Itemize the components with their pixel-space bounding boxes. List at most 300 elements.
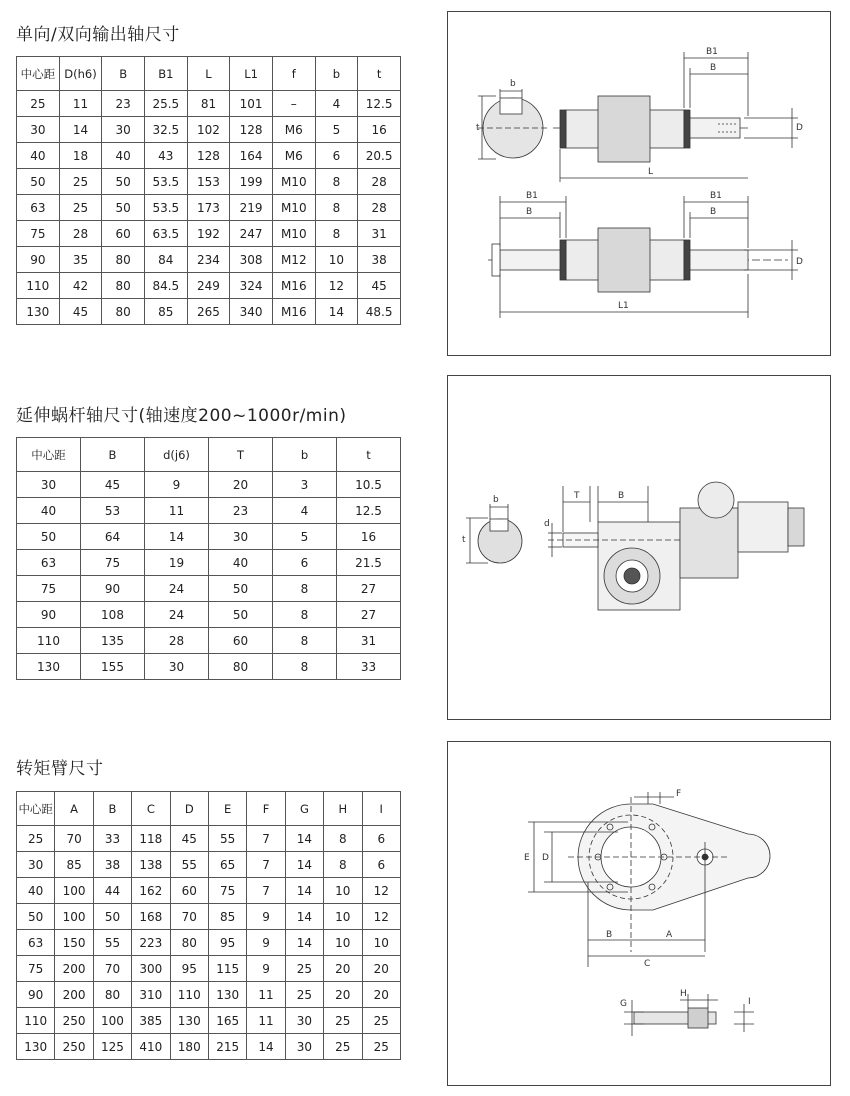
table-cell: 40 (17, 498, 81, 524)
table-cell: 138 (132, 852, 170, 878)
table-cell: 130 (208, 982, 246, 1008)
dim-label-b1: B1 (526, 191, 538, 201)
table-cell: 7 (247, 878, 285, 904)
table-row (17, 1008, 401, 1034)
table-cell: 90 (81, 576, 145, 602)
table-cell: 9 (247, 930, 285, 956)
torque-arm-table (16, 791, 401, 1060)
table-cell: 6 (315, 143, 358, 169)
table-cell: 30 (17, 852, 55, 878)
table-cell: 35 (59, 247, 102, 273)
table-cell: 28 (145, 628, 209, 654)
table-cell: 130 (17, 654, 81, 680)
table-cell: 10 (324, 878, 362, 904)
dim-label-b: B (710, 63, 717, 73)
column-header: H (324, 792, 362, 826)
table-cell: 43 (144, 143, 187, 169)
dim-label-b: B (710, 207, 717, 217)
table-cell: 3 (273, 472, 337, 498)
table-cell: 23 (209, 498, 273, 524)
table-cell: 95 (208, 930, 246, 956)
table-cell: 31 (337, 628, 401, 654)
table-cell: 25 (17, 826, 55, 852)
table-row (17, 852, 401, 878)
table-cell: 25 (362, 1008, 400, 1034)
table-cell: 50 (93, 904, 131, 930)
table-cell: 324 (230, 273, 273, 299)
table-cell: 25 (59, 195, 102, 221)
column-header: b (273, 438, 337, 472)
table-cell: 80 (93, 982, 131, 1008)
table-cell: 20 (209, 472, 273, 498)
table-cell: 7 (247, 826, 285, 852)
table-cell: 118 (132, 826, 170, 852)
table-cell: 28 (358, 169, 401, 195)
table-cell: 247 (230, 221, 273, 247)
table-cell: 45 (81, 472, 145, 498)
table-cell: 16 (358, 117, 401, 143)
table-cell: 223 (132, 930, 170, 956)
table-cell: 4 (315, 91, 358, 117)
table-cell: 12 (362, 904, 400, 930)
dim-label-d: D (542, 853, 549, 863)
table-cell: 155 (81, 654, 145, 680)
table-cell: 84 (144, 247, 187, 273)
table-cell: 70 (170, 904, 208, 930)
table-cell: 25 (17, 91, 60, 117)
table-cell: 250 (55, 1034, 93, 1060)
dim-label-g: G (620, 999, 627, 1009)
table-cell: 10 (324, 930, 362, 956)
table-cell: 80 (102, 273, 145, 299)
dim-label-c: C (644, 959, 651, 969)
table-cell: 25 (362, 1034, 400, 1060)
column-header: f (272, 57, 315, 91)
column-header: b (315, 57, 358, 91)
table-row (17, 91, 401, 117)
table-cell: 85 (144, 299, 187, 325)
table-cell: 16 (337, 524, 401, 550)
table-header-row (17, 57, 401, 91)
table-row (17, 195, 401, 221)
dim-label-b: B (526, 207, 533, 217)
table-cell: 25.5 (144, 91, 187, 117)
column-header: L1 (230, 57, 273, 91)
table-cell: 20.5 (358, 143, 401, 169)
table-cell: 5 (273, 524, 337, 550)
table-cell: 33 (337, 654, 401, 680)
table-cell: 84.5 (144, 273, 187, 299)
table-cell: 45 (170, 826, 208, 852)
table-cell: 18 (59, 143, 102, 169)
table-cell: M10 (272, 169, 315, 195)
table-cell: 135 (81, 628, 145, 654)
dim-label-l: L (648, 167, 654, 177)
table-cell: 25 (285, 956, 323, 982)
column-header: B1 (144, 57, 187, 91)
table-cell: 25 (59, 169, 102, 195)
table-cell: 14 (285, 904, 323, 930)
table-cell: 30 (209, 524, 273, 550)
table-cell: M10 (272, 195, 315, 221)
table-cell: 265 (187, 299, 230, 325)
table-row (17, 143, 401, 169)
table-cell: 110 (17, 1008, 55, 1034)
table-cell: M16 (272, 299, 315, 325)
dim-label-t: T (574, 491, 580, 501)
column-header: 中心距 (17, 792, 55, 826)
column-header: 中心距 (17, 57, 60, 91)
table-cell: 250 (55, 1008, 93, 1034)
table-row (17, 1034, 401, 1060)
table-cell: 28 (358, 195, 401, 221)
table-cell: 24 (145, 576, 209, 602)
table-cell: 300 (132, 956, 170, 982)
table-row (17, 472, 401, 498)
table-cell: 42 (59, 273, 102, 299)
table-cell: 50 (102, 169, 145, 195)
table-cell: 60 (102, 221, 145, 247)
table-cell: 162 (132, 878, 170, 904)
table-cell: 215 (208, 1034, 246, 1060)
table-cell: 63 (17, 550, 81, 576)
table-cell: 128 (230, 117, 273, 143)
table-cell: 14 (285, 878, 323, 904)
table-cell: 60 (209, 628, 273, 654)
dim-label-d: d (544, 519, 550, 529)
table-row (17, 956, 401, 982)
table-cell: 85 (208, 904, 246, 930)
section-title-worm-shaft: 延伸蜗杆轴尺寸(轴速度200~1000r/min) (16, 406, 347, 426)
table-cell: 310 (132, 982, 170, 1008)
table-cell: 20 (362, 982, 400, 1008)
column-header: t (337, 438, 401, 472)
table-row (17, 982, 401, 1008)
dim-label-d: D (796, 123, 803, 133)
table-cell: 108 (81, 602, 145, 628)
table-cell: 55 (93, 930, 131, 956)
table-cell: 11 (145, 498, 209, 524)
column-header: D (170, 792, 208, 826)
table-cell: 80 (209, 654, 273, 680)
table-cell: 40 (17, 878, 55, 904)
table-cell: 6 (362, 826, 400, 852)
table-cell: 75 (17, 221, 60, 247)
table-cell: 10.5 (337, 472, 401, 498)
table-cell: 40 (102, 143, 145, 169)
table-row (17, 247, 401, 273)
table-row (17, 602, 401, 628)
table-cell: 14 (59, 117, 102, 143)
table-cell: 115 (208, 956, 246, 982)
table-cell: 308 (230, 247, 273, 273)
column-header: B (102, 57, 145, 91)
table-cell: 65 (208, 852, 246, 878)
table-cell: 100 (93, 1008, 131, 1034)
table-cell: 11 (59, 91, 102, 117)
table-cell: 199 (230, 169, 273, 195)
dim-label-b: B (618, 491, 625, 501)
column-header: B (93, 792, 131, 826)
dim-label-b1: B1 (710, 191, 722, 201)
table-cell: 4 (273, 498, 337, 524)
table-cell: 81 (187, 91, 230, 117)
table-cell: 11 (247, 982, 285, 1008)
dim-label-d: D (796, 257, 803, 267)
output-shaft-diagram (447, 11, 831, 356)
table-cell: 200 (55, 956, 93, 982)
table-cell: 12.5 (358, 91, 401, 117)
dim-label-a: A (666, 930, 673, 940)
table-cell: 8 (273, 576, 337, 602)
worm-shaft-table (16, 437, 401, 680)
table-cell: 90 (17, 247, 60, 273)
table-row (17, 169, 401, 195)
table-cell: 45 (59, 299, 102, 325)
table-cell: 110 (17, 628, 81, 654)
table-row (17, 930, 401, 956)
table-cell: M10 (272, 221, 315, 247)
dim-label-i: I (748, 997, 751, 1007)
table-cell: 8 (273, 654, 337, 680)
table-cell: 10 (324, 904, 362, 930)
table-cell: 14 (315, 299, 358, 325)
table-cell: 50 (209, 602, 273, 628)
table-cell: 14 (285, 826, 323, 852)
table-cell: 128 (187, 143, 230, 169)
table-cell: M12 (272, 247, 315, 273)
table-cell: 10 (362, 930, 400, 956)
table-cell: 38 (93, 852, 131, 878)
table-row (17, 576, 401, 602)
table-cell: 11 (247, 1008, 285, 1034)
table-cell: 38 (358, 247, 401, 273)
table-cell: 27 (337, 576, 401, 602)
table-cell: 30 (17, 472, 81, 498)
table-cell: 30 (102, 117, 145, 143)
table-cell: 64 (81, 524, 145, 550)
table-row (17, 273, 401, 299)
table-cell: 85 (55, 852, 93, 878)
table-cell: – (272, 91, 315, 117)
table-cell: 8 (324, 826, 362, 852)
table-cell: 50 (17, 169, 60, 195)
table-cell: 25 (285, 982, 323, 1008)
dim-label-e: E (524, 853, 530, 863)
table-cell: 55 (170, 852, 208, 878)
table-cell: 48.5 (358, 299, 401, 325)
table-cell: 110 (17, 273, 60, 299)
table-cell: 10 (315, 247, 358, 273)
table-cell: 70 (93, 956, 131, 982)
table-cell: 153 (187, 169, 230, 195)
column-header: L (187, 57, 230, 91)
table-cell: 63 (17, 930, 55, 956)
table-cell: 9 (247, 956, 285, 982)
table-cell: 150 (55, 930, 93, 956)
output-shaft-table (16, 56, 401, 325)
table-cell: 23 (102, 91, 145, 117)
table-cell: 53 (81, 498, 145, 524)
table-cell: M6 (272, 117, 315, 143)
table-row (17, 826, 401, 852)
table-cell: 80 (102, 299, 145, 325)
section-title-output-shaft: 单向/双向输出轴尺寸 (16, 25, 180, 45)
table-cell: 30 (285, 1008, 323, 1034)
table-cell: 234 (187, 247, 230, 273)
table-cell: 90 (17, 982, 55, 1008)
dim-label-t: t (462, 535, 466, 545)
table-cell: 40 (209, 550, 273, 576)
table-row (17, 498, 401, 524)
table-cell: 110 (170, 982, 208, 1008)
table-cell: 75 (208, 878, 246, 904)
table-cell: 30 (145, 654, 209, 680)
table-cell: 63.5 (144, 221, 187, 247)
table-row (17, 524, 401, 550)
table-cell: 14 (145, 524, 209, 550)
table-cell: 180 (170, 1034, 208, 1060)
table-cell: 9 (247, 904, 285, 930)
table-cell: 14 (247, 1034, 285, 1060)
table-row (17, 654, 401, 680)
table-cell: 125 (93, 1034, 131, 1060)
table-cell: 8 (315, 221, 358, 247)
dim-label-h: H (680, 989, 687, 999)
table-cell: 14 (285, 852, 323, 878)
table-cell: 130 (17, 1034, 55, 1060)
table-cell: M6 (272, 143, 315, 169)
worm-shaft-diagram (447, 375, 831, 720)
table-cell: 7 (247, 852, 285, 878)
torque-arm-diagram (447, 741, 831, 1086)
column-header: E (208, 792, 246, 826)
table-cell: 25 (324, 1008, 362, 1034)
table-cell: 53.5 (144, 169, 187, 195)
table-cell: 20 (324, 956, 362, 982)
table-cell: 90 (17, 602, 81, 628)
dim-label-b1: B1 (706, 47, 718, 57)
table-cell: 219 (230, 195, 273, 221)
table-cell: 8 (273, 628, 337, 654)
dim-label-t: t (476, 123, 480, 133)
table-cell: 20 (324, 982, 362, 1008)
table-cell: 12 (315, 273, 358, 299)
table-cell: 164 (230, 143, 273, 169)
column-header: D(h6) (59, 57, 102, 91)
table-cell: 55 (208, 826, 246, 852)
dim-label-l1: L1 (618, 301, 629, 311)
table-cell: 30 (17, 117, 60, 143)
column-header: G (285, 792, 323, 826)
table-cell: 130 (170, 1008, 208, 1034)
table-cell: 50 (102, 195, 145, 221)
column-header: d(j6) (145, 438, 209, 472)
table-cell: 410 (132, 1034, 170, 1060)
table-cell: 6 (362, 852, 400, 878)
dim-label-b: B (606, 930, 613, 940)
table-cell: 385 (132, 1008, 170, 1034)
table-header-row (17, 792, 401, 826)
table-cell: 53.5 (144, 195, 187, 221)
table-cell: 95 (170, 956, 208, 982)
column-header: C (132, 792, 170, 826)
table-cell: 24 (145, 602, 209, 628)
table-cell: 100 (55, 878, 93, 904)
table-cell: 340 (230, 299, 273, 325)
table-row (17, 117, 401, 143)
table-cell: 40 (17, 143, 60, 169)
table-cell: 70 (55, 826, 93, 852)
table-cell: 130 (17, 299, 60, 325)
table-cell: 173 (187, 195, 230, 221)
table-cell: 25 (324, 1034, 362, 1060)
table-cell: 19 (145, 550, 209, 576)
table-row (17, 628, 401, 654)
column-header: B (81, 438, 145, 472)
dim-label-b: b (510, 79, 516, 89)
table-cell: 31 (358, 221, 401, 247)
table-cell: 80 (102, 247, 145, 273)
table-cell: 101 (230, 91, 273, 117)
table-cell: 45 (358, 273, 401, 299)
table-cell: 192 (187, 221, 230, 247)
table-cell: 60 (170, 878, 208, 904)
table-cell: 200 (55, 982, 93, 1008)
table-cell: 168 (132, 904, 170, 930)
table-cell: 249 (187, 273, 230, 299)
table-cell: 102 (187, 117, 230, 143)
table-cell: 165 (208, 1008, 246, 1034)
table-cell: 8 (273, 602, 337, 628)
column-header: A (55, 792, 93, 826)
table-cell: 33 (93, 826, 131, 852)
table-cell: 9 (145, 472, 209, 498)
table-cell: 20 (362, 956, 400, 982)
table-cell: M16 (272, 273, 315, 299)
table-cell: 80 (170, 930, 208, 956)
table-row (17, 878, 401, 904)
column-header: T (209, 438, 273, 472)
table-cell: 100 (55, 904, 93, 930)
table-cell: 50 (17, 904, 55, 930)
table-cell: 14 (285, 930, 323, 956)
table-cell: 75 (17, 576, 81, 602)
table-cell: 8 (315, 195, 358, 221)
table-cell: 21.5 (337, 550, 401, 576)
table-cell: 32.5 (144, 117, 187, 143)
table-cell: 5 (315, 117, 358, 143)
table-cell: 8 (315, 169, 358, 195)
table-row (17, 550, 401, 576)
table-cell: 63 (17, 195, 60, 221)
table-cell: 28 (59, 221, 102, 247)
table-cell: 8 (324, 852, 362, 878)
column-header: I (362, 792, 400, 826)
table-row (17, 904, 401, 930)
dim-label-f: F (676, 789, 682, 799)
table-row (17, 299, 401, 325)
column-header: t (358, 57, 401, 91)
table-cell: 6 (273, 550, 337, 576)
dim-label-b: b (493, 495, 499, 505)
table-cell: 50 (209, 576, 273, 602)
table-cell: 75 (81, 550, 145, 576)
table-cell: 27 (337, 602, 401, 628)
table-cell: 50 (17, 524, 81, 550)
table-cell: 30 (285, 1034, 323, 1060)
table-row (17, 221, 401, 247)
